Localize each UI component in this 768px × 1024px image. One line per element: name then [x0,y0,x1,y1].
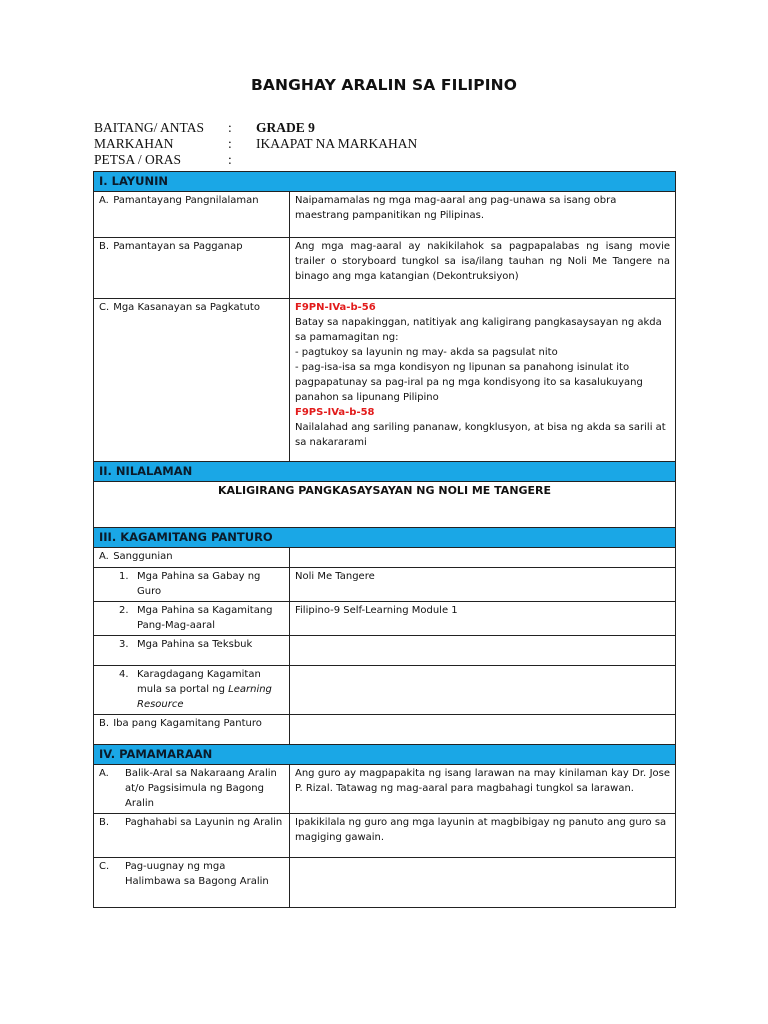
item-label: Mga Pahina sa Teksbuk [137,639,253,650]
row-label-text: Pamantayang Pangnilalaman [113,195,259,206]
row-content: Ang mga mag-aaral ay nakikilahok sa pagpapalabas ng isang movie trailer o storyboard tungkol sa isa/ilang tauhan ng Noli Me Tangere na binago ang mga katangian (Dekontruksiyon) [290,238,676,299]
table-row [94,238,676,299]
item-label: Mga Pahina sa Kagamitang Pang-Mag-aaral [137,605,273,631]
competency-code: F9PN-IVa-b-56 [295,302,376,313]
lesson-topic: KALIGIRANG PANGKASAYSAYAN NG NOLI ME TANGERE [94,482,676,528]
section-header-row [94,462,676,482]
info-colon: : [228,120,232,135]
info-value: GRADE 9 [256,120,315,135]
table-row [94,814,676,858]
row-content [290,636,676,666]
section-header-nilalaman: II. NILALAMAN [94,462,676,482]
lesson-plan-table [93,171,676,908]
row-letter: C. [99,302,110,313]
table-row [94,666,676,715]
table-row [94,548,676,568]
info-label: BAITANG/ ANTAS [94,120,204,135]
row-label [94,765,290,814]
row-label [94,715,290,745]
row-label-text: Pag-uugnay ng mga Halimbawa sa Bagong Aralin [125,861,269,887]
row-label [94,636,290,666]
table-row [94,568,676,602]
table-row [94,299,676,462]
row-letter: C. [99,861,110,872]
info-label: MARKAHAN [94,136,174,151]
section-header-pamamaraan: IV. PAMAMARAAN [94,745,676,765]
table-row [94,715,676,745]
item-number: 2. [119,605,129,616]
row-label [94,858,290,908]
row-content: Naipamamalas ng mga mag-aaral ang pag-unawa sa isang obra maestrang pampanitikan ng Pilipinas. [290,192,676,238]
competency-text: Batay sa napakinggan, natitiyak ang kaligirang pangkasaysayan ng akda sa pamamagitan ng: [295,317,662,343]
row-label-text: Paghahabi sa Layunin ng Aralin [125,817,283,828]
table-row [94,602,676,636]
row-letter: A. [99,768,109,779]
row-label [94,666,290,715]
section-header-kagamitan: III. KAGAMITANG PANTURO [94,528,676,548]
item-label: Mga Pahina sa Gabay ng Guro [137,571,261,597]
info-value: IKAAPAT NA MARKAHAN [256,136,418,151]
item-number: 1. [119,571,129,582]
item-label-italic: Learning Resource [137,684,272,710]
row-label-text: Sanggunian [113,551,173,562]
row-label [94,814,290,858]
row-letter: B. [99,241,110,252]
row-label-text: Pamantayan sa Pagganap [113,241,243,252]
row-label [94,192,290,238]
row-content: Filipino-9 Self-Learning Module 1 [290,602,676,636]
table-row [94,858,676,908]
row-label [94,299,290,462]
competency-text: Nailalahad ang sariling pananaw, kongklusyon, at bisa ng akda sa sarili at sa nakararami [295,422,666,448]
row-content [290,548,676,568]
document-title: BANGHAY ARALIN SA FILIPINO [251,76,517,94]
row-label [94,548,290,568]
row-letter: A. [99,195,109,206]
row-content [290,715,676,745]
row-label [94,238,290,299]
item-label-text: Karagdagang Kagamitan mula sa portal ng [137,669,261,695]
row-content [290,299,676,462]
row-label [94,602,290,636]
competency-code: F9PS-IVa-b-58 [295,407,375,418]
item-number: 4. [119,669,129,680]
info-label: PETSA / ORAS [94,152,182,167]
competency-bullet: - pag-isa-isa sa mga kondisyon ng lipunan sa panahong isinulat ito pagpapatunay sa pag-iral pa ng mga kondisyong ito sa kasalukuyang panahon sa lipunang Pilipino [295,362,643,403]
table-row [94,192,676,238]
section-header-row [94,745,676,765]
row-label-text: Balik-Aral sa Nakaraang Aralin at/o Pagsisimula ng Bagong Aralin [125,768,277,809]
row-content: Ipakikilala ng guro ang mga layunin at magbibigay ng panuto ang guro sa magiging gawain. [290,814,676,858]
row-content: Ang guro ay magpapakita ng isang larawan na may kinilaman kay Dr. Jose P. Rizal. Tatawag ng mag-aaral para magbahagi tungkol sa larawan. [290,765,676,814]
row-content: Noli Me Tangere [290,568,676,602]
info-colon: : [228,136,232,151]
section-header-layunin: I. LAYUNIN [94,172,676,192]
item-label [137,667,284,712]
row-content [290,666,676,715]
section-header-row [94,172,676,192]
table-row [94,765,676,814]
table-row [94,636,676,666]
row-label-text: Iba pang Kagamitang Panturo [113,718,262,729]
item-number: 3. [119,639,129,650]
row-letter: B. [99,718,110,729]
row-label-text: Mga Kasanayan sa Pagkatuto [113,302,260,313]
section-header-row [94,528,676,548]
row-letter: A. [99,551,109,562]
row-letter: B. [99,817,110,828]
table-row [94,482,676,528]
info-colon: : [228,152,232,167]
row-content [290,858,676,908]
row-label [94,568,290,602]
competency-bullet: - pagtukoy sa layunin ng may- akda sa pagsulat nito [295,347,558,358]
